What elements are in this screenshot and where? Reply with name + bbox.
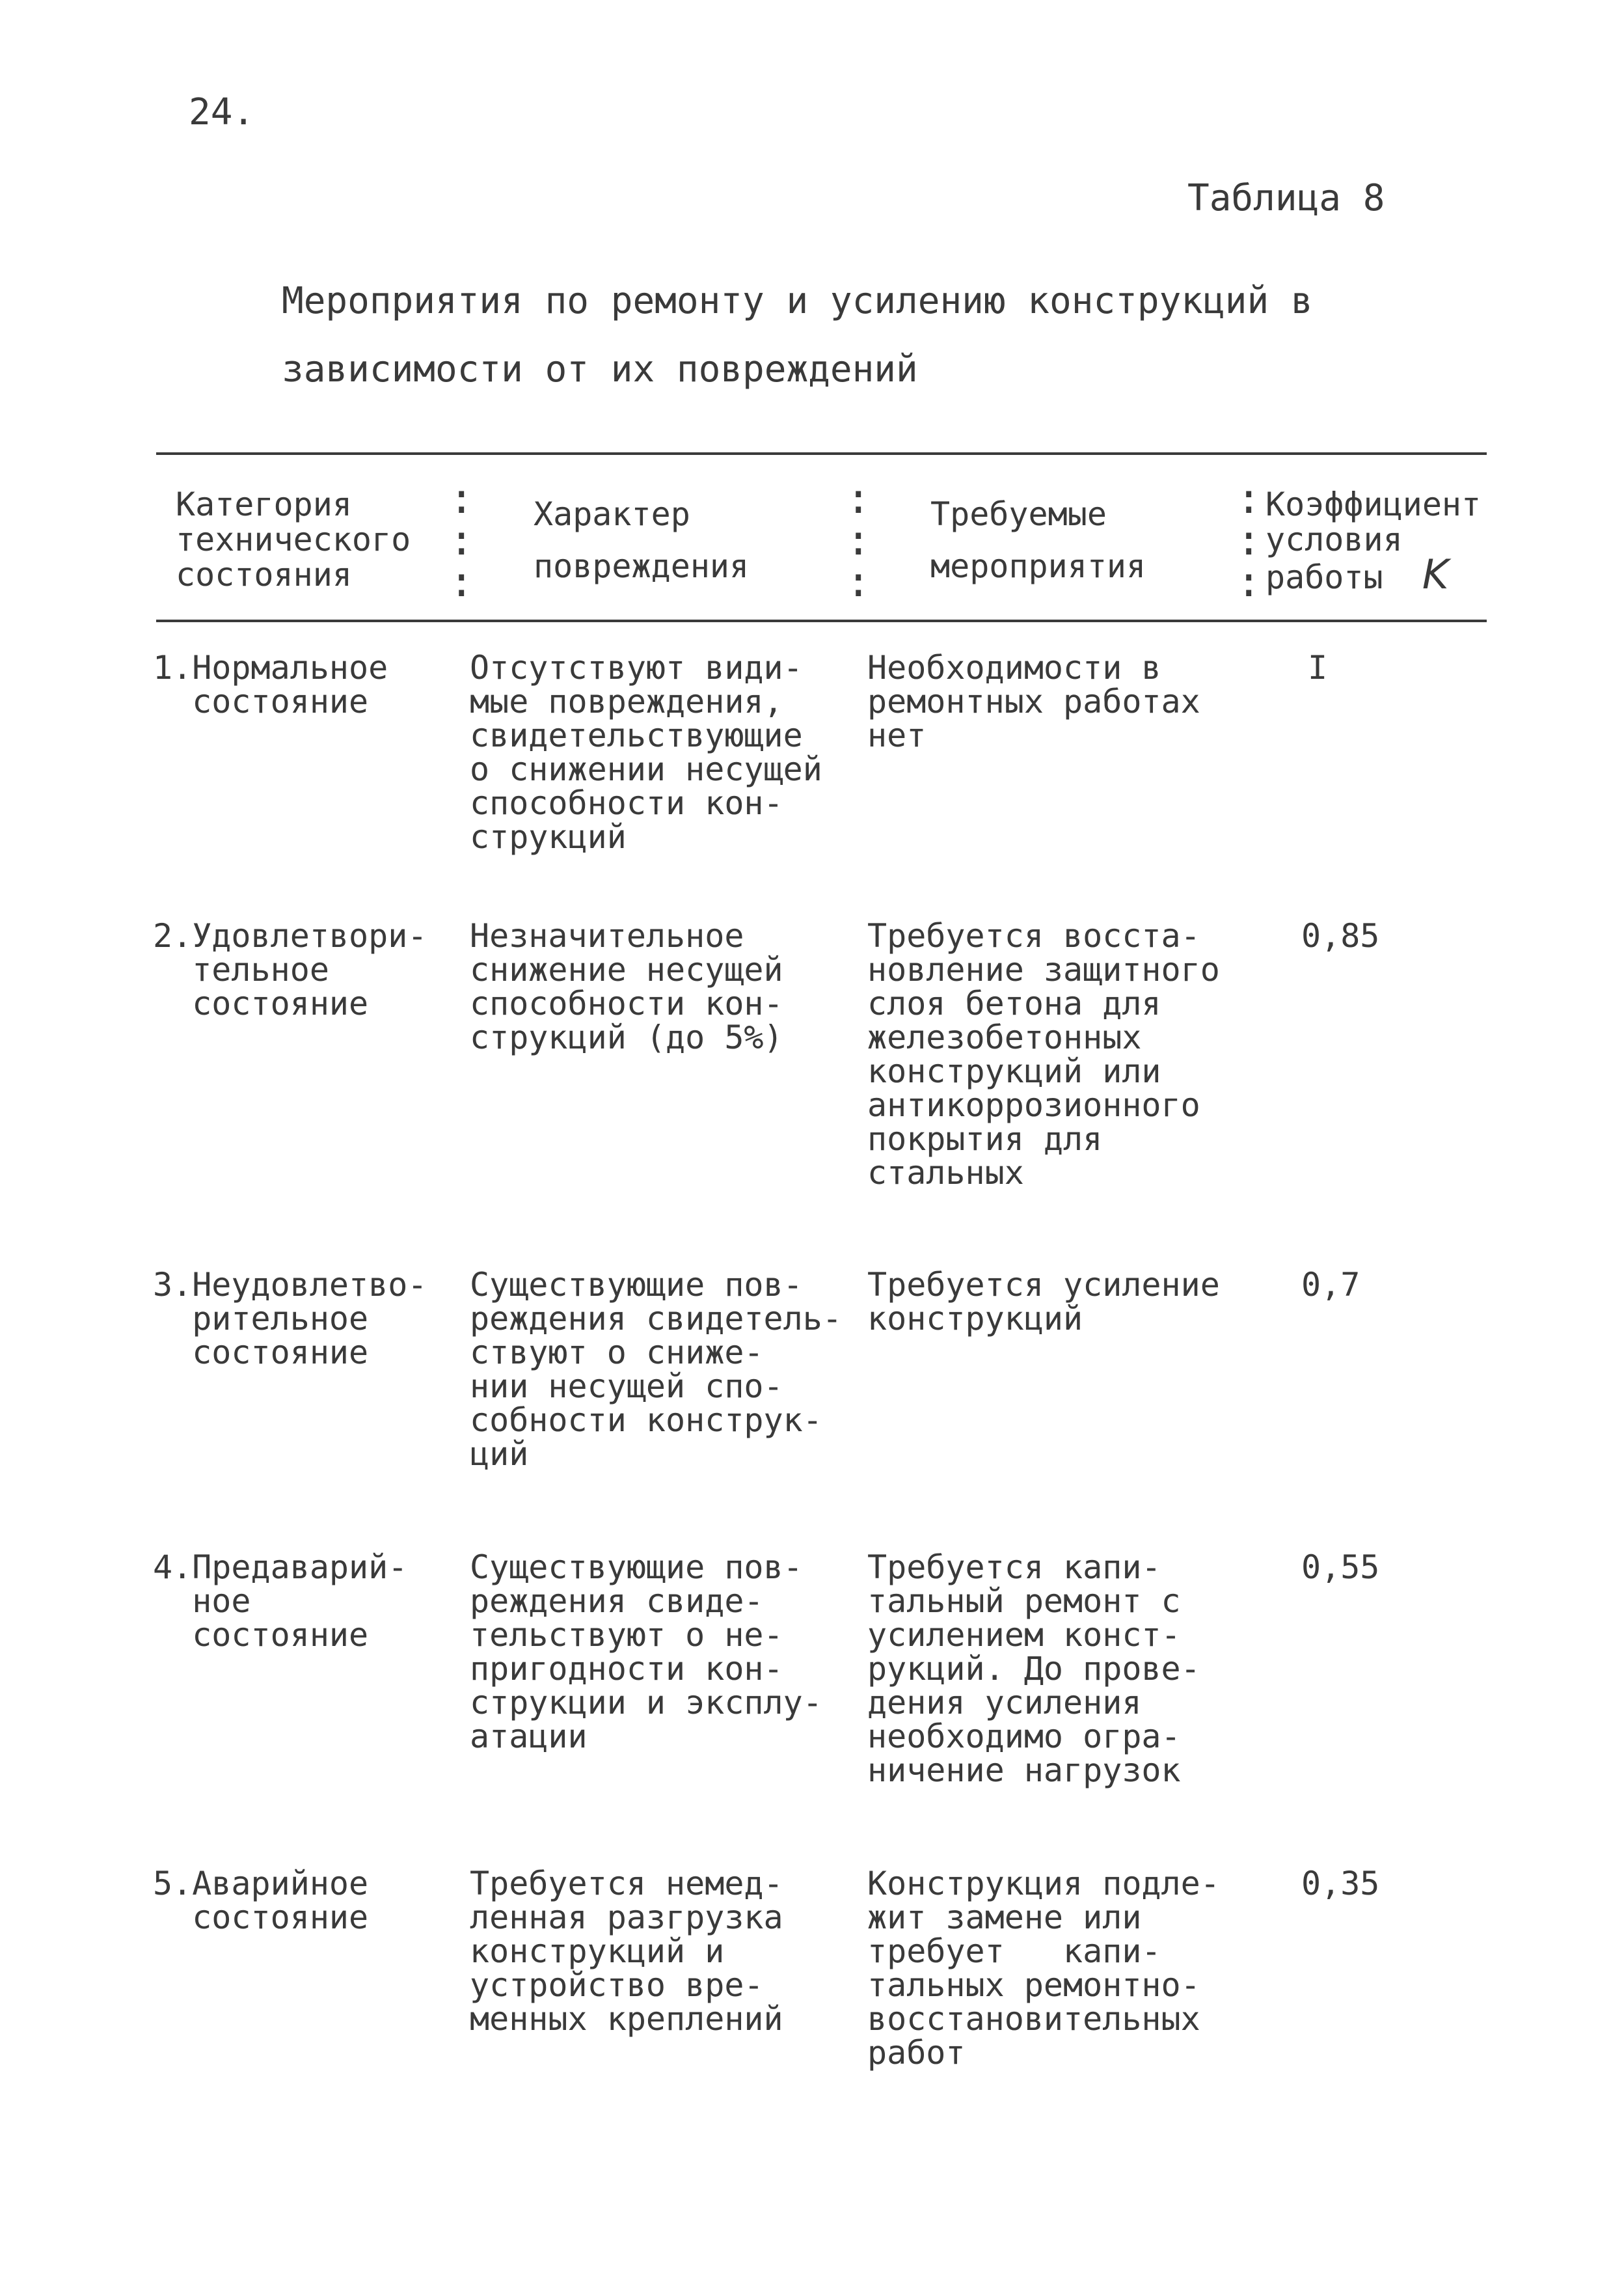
cell-line: ное: [153, 1582, 251, 1620]
cell-line: устройство вре-: [470, 1966, 764, 2004]
row-1-damage: [470, 651, 822, 854]
cell-line: стальных: [867, 1154, 1024, 1192]
row-1-measures: [867, 651, 1200, 752]
cell-line: конструкций или: [867, 1052, 1161, 1090]
cell-line: атации: [470, 1718, 588, 1755]
cell-line: Требуется восста-: [867, 917, 1200, 955]
cell-line: Отсутствуют види-: [470, 649, 803, 687]
header-coefficient-line: Коэффициент: [1265, 486, 1482, 523]
cell-line: тельствуют о не-: [470, 1616, 783, 1654]
row-3-measures: [867, 1268, 1220, 1336]
cell-line: Требуется немед-: [470, 1865, 783, 1902]
header-measures-line: мероприятия: [930, 547, 1146, 585]
cell-line: состояние: [153, 1616, 369, 1654]
cell-line: 2.Удовлетвори-: [153, 917, 427, 955]
cell-line: рукций. До прове-: [867, 1650, 1200, 1688]
cell-line: ничение нагрузок: [867, 1751, 1181, 1789]
cell-line: дения усиления: [867, 1684, 1142, 1721]
header-coefficient: [1265, 486, 1482, 598]
cell-line: струкции и эксплу-: [470, 1684, 822, 1721]
row-2-category: [153, 919, 427, 1021]
cell-line: конструкций: [867, 1300, 1083, 1337]
row-1-coefficient: I: [1308, 649, 1328, 687]
cell-line: нет: [867, 717, 927, 754]
row-2-damage: [470, 919, 783, 1054]
cell-line: Конструкция подле-: [867, 1865, 1220, 1902]
table-title-line-2: зависимости от их повреждений: [282, 348, 918, 391]
cell-line: Требуется усиление: [867, 1266, 1220, 1304]
cell-line: слоя бетона для: [867, 985, 1161, 1022]
cell-line: тельное: [153, 951, 329, 989]
header-damage: [534, 488, 749, 592]
header-separator: : : :: [1236, 475, 1262, 607]
cell-line: покрытия для: [867, 1120, 1103, 1158]
header-measures: [930, 488, 1146, 592]
header-damage-line: повреждения: [534, 547, 750, 585]
cell-line: Существующие пов-: [470, 1548, 803, 1586]
cell-line: Требуется капи-: [867, 1548, 1161, 1586]
cell-line: 3.Неудовлетво-: [153, 1266, 427, 1304]
row-2-coefficient: 0,85: [1301, 917, 1380, 955]
cell-line: пригодности кон-: [470, 1650, 783, 1688]
cell-line: 4.Предаварий-: [153, 1548, 408, 1586]
row-3-coefficient: 0,7: [1301, 1266, 1360, 1304]
header-coefficient-line: работы: [1265, 558, 1383, 596]
row-5-category: [153, 1867, 368, 1934]
cell-line: собности конструк-: [470, 1401, 822, 1439]
cell-line: менных креплений: [470, 2000, 783, 2038]
row-5-damage: [470, 1867, 783, 2036]
cell-line: 1.Нормальное: [153, 649, 388, 687]
cell-line: мые повреждения,: [470, 683, 783, 720]
cell-line: рительное: [153, 1300, 369, 1337]
cell-line: состояние: [153, 683, 369, 720]
cell-line: ствуют о сниже-: [470, 1334, 764, 1371]
cell-line: состояние: [153, 985, 369, 1022]
cell-line: струкций (до 5%): [470, 1019, 783, 1056]
cell-line: свидетельствующие: [470, 717, 803, 754]
cell-line: усилением конст-: [867, 1616, 1181, 1654]
cell-line: восстановительных: [867, 2000, 1200, 2038]
coefficient-symbol: K: [1422, 551, 1449, 598]
cell-line: нии несущей спо-: [470, 1367, 783, 1405]
row-4-category: [153, 1550, 407, 1652]
cell-line: ремонтных работах: [867, 683, 1200, 720]
cell-line: струкций: [470, 818, 627, 856]
header-coefficient-line: условия: [1265, 521, 1403, 558]
cell-line: состояние: [153, 1334, 369, 1371]
header-category-line: Категория: [176, 486, 352, 523]
header-category-line: состояния: [176, 556, 352, 594]
cell-line: способности кон-: [470, 784, 783, 822]
cell-line: антикоррозионного: [867, 1086, 1200, 1124]
cell-line: конструкций и: [470, 1932, 725, 1970]
row-3-category: [153, 1268, 427, 1369]
cell-line: состояние: [153, 1898, 369, 1936]
cell-line: реждения свидетель-: [470, 1300, 842, 1337]
header-category: [176, 487, 411, 592]
cell-line: 5.Аварийное: [153, 1865, 369, 1902]
cell-line: необходимо огра-: [867, 1718, 1181, 1755]
row-4-coefficient: 0,55: [1301, 1548, 1380, 1586]
row-5-coefficient: 0,35: [1301, 1865, 1380, 1902]
header-category-line: технического: [176, 521, 411, 558]
cell-line: ций: [470, 1435, 529, 1473]
row-4-measures: [867, 1550, 1200, 1787]
cell-line: реждения свиде-: [470, 1582, 764, 1620]
cell-line: жит замене или: [867, 1898, 1142, 1936]
row-1-category: [153, 651, 388, 719]
header-damage-line: Характер: [534, 495, 690, 533]
cell-line: снижение несущей: [470, 951, 783, 989]
header-bottom-rule: [156, 620, 1487, 622]
table-label: Таблица 8: [1187, 177, 1385, 219]
header-separator: : : :: [846, 475, 871, 607]
cell-line: новление защитного: [867, 951, 1220, 989]
row-4-damage: [470, 1550, 822, 1753]
row-3-damage: [470, 1268, 842, 1471]
cell-line: железобетонных: [867, 1019, 1142, 1056]
row-2-measures: [867, 919, 1220, 1190]
cell-line: требует капи-: [867, 1932, 1161, 1970]
cell-line: Существующие пов-: [470, 1266, 803, 1304]
row-5-measures: [867, 1867, 1220, 2070]
header-top-rule: [156, 452, 1487, 455]
cell-line: тальный ремонт с: [867, 1582, 1181, 1620]
cell-line: Необходимости в: [867, 649, 1161, 687]
cell-line: тальных ремонтно-: [867, 1966, 1200, 2004]
header-separator: : : :: [449, 475, 474, 607]
cell-line: Незначительное: [470, 917, 744, 955]
page-number: 24.: [189, 91, 255, 133]
cell-line: способности кон-: [470, 985, 783, 1022]
header-measures-line: Требуемые: [930, 495, 1107, 533]
cell-line: работ: [867, 2034, 966, 2072]
table-title-line-1: Мероприятия по ремонту и усилению конструкций в: [282, 280, 1313, 322]
cell-line: о снижении несущей: [470, 750, 822, 788]
cell-line: ленная разгрузка: [470, 1898, 783, 1936]
